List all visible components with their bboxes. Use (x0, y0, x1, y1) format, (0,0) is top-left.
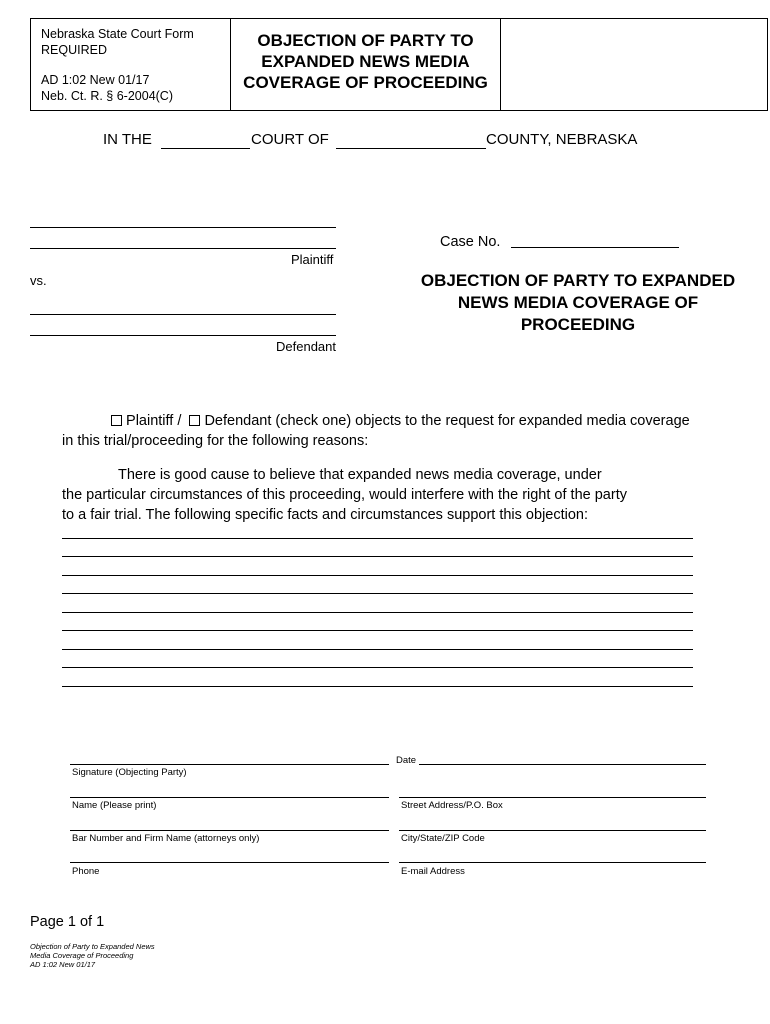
plaintiff-line-1[interactable] (30, 227, 336, 228)
footer-line2: Media Coverage of Proceeding (30, 951, 134, 960)
paragraph-line2: the particular circumstances of this proceeding, would interfere with the right of the party (62, 487, 627, 503)
facts-line-5[interactable] (62, 612, 693, 613)
facts-line-3[interactable] (62, 575, 693, 576)
form-type-line1: Nebraska State Court Form (41, 27, 194, 41)
bar-number-label: Bar Number and Firm Name (attorneys only) (72, 833, 260, 844)
court-of-label: COURT OF (251, 131, 329, 148)
email-label: E-mail Address (401, 866, 465, 877)
footer-line1: Objection of Party to Expanded News (30, 942, 155, 951)
phone-label: Phone (72, 866, 100, 877)
facts-line-9[interactable] (62, 686, 693, 687)
signature-label: Signature (Objecting Party) (72, 767, 187, 778)
reasons-intro: in this trial/proceeding for the following reasons: (62, 433, 369, 449)
facts-line-6[interactable] (62, 630, 693, 631)
name-label: Name (Please print) (72, 800, 157, 811)
caption-title-line1: OBJECTION OF PARTY TO EXPANDED (420, 271, 736, 290)
form-code-block (41, 72, 173, 104)
name-line[interactable] (70, 797, 389, 798)
footer-form-ref (30, 942, 155, 969)
rule-reference: Neb. Ct. R. § 6-2004(C) (41, 89, 173, 103)
form-code: AD 1:02 New 01/17 (41, 73, 150, 87)
form-type-line2: REQUIRED (41, 43, 107, 57)
in-the-label: IN THE (103, 131, 152, 148)
court-name-blank[interactable] (161, 148, 250, 149)
defendant-option-label: Defendant (check one) objects to the request for expanded media coverage (204, 413, 690, 429)
page-number: Page 1 of 1 (30, 914, 105, 930)
defendant-line-1[interactable] (30, 314, 336, 315)
street-line[interactable] (399, 797, 706, 798)
facts-line-2[interactable] (62, 556, 693, 557)
city-label: City/State/ZIP Code (401, 833, 485, 844)
case-no-label: Case No. (440, 234, 501, 250)
street-label: Street Address/P.O. Box (401, 800, 503, 811)
header-divider-right (500, 18, 501, 111)
header-title-line2: EXPANDED NEWS MEDIA (261, 52, 470, 71)
signature-line[interactable] (70, 764, 389, 765)
county-name-blank[interactable] (336, 148, 486, 149)
defendant-label: Defendant (276, 339, 336, 354)
phone-line[interactable] (70, 862, 389, 863)
caption-title-line3: PROCEEDING (520, 315, 636, 334)
plaintiff-label: Plaintiff (291, 252, 334, 267)
header-title (231, 30, 500, 93)
facts-line-1[interactable] (62, 538, 693, 539)
county-nebraska-label: COUNTY, NEBRASKA (486, 131, 638, 148)
facts-line-8[interactable] (62, 667, 693, 668)
footer-line3: AD 1:02 New 01/17 (30, 960, 96, 969)
date-label: Date (396, 755, 417, 766)
plaintiff-line-2[interactable] (30, 248, 336, 249)
caption-title-line2: NEWS MEDIA COVERAGE OF (457, 293, 699, 312)
caption-title (400, 270, 756, 336)
facts-line-7[interactable] (62, 649, 693, 650)
party-selection-line (111, 411, 690, 431)
paragraph-line3: to a fair trial. The following specific facts and circumstances support this objection: (62, 507, 589, 523)
plaintiff-checkbox[interactable] (111, 415, 122, 426)
email-line[interactable] (399, 862, 706, 863)
facts-line-4[interactable] (62, 593, 693, 594)
paragraph-line1: There is good cause to believe that expanded news media coverage, under (118, 467, 602, 483)
date-line[interactable] (419, 764, 706, 765)
form-type-block (41, 26, 194, 58)
case-no-blank[interactable] (511, 247, 679, 248)
defendant-checkbox[interactable] (189, 415, 200, 426)
plaintiff-option-label: Plaintiff / (126, 413, 182, 429)
vs-label: vs. (30, 273, 47, 288)
good-cause-paragraph (62, 465, 702, 525)
header-title-line1: OBJECTION OF PARTY TO (257, 31, 474, 50)
header-title-line3: COVERAGE OF PROCEEDING (243, 73, 488, 92)
bar-number-line[interactable] (70, 830, 389, 831)
defendant-line-2[interactable] (30, 335, 336, 336)
city-line[interactable] (399, 830, 706, 831)
